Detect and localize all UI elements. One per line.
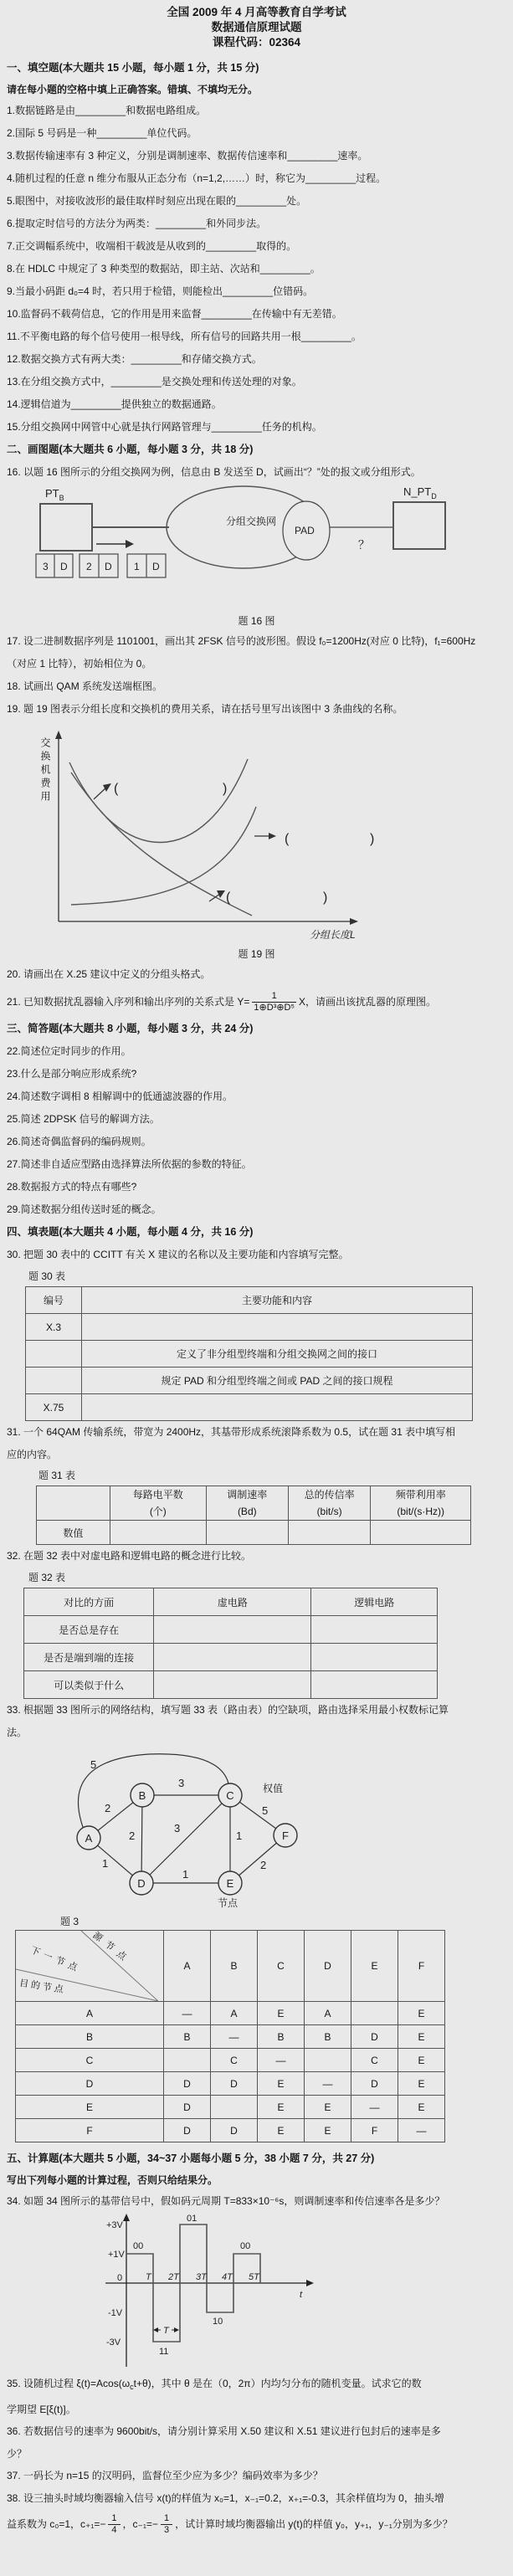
figure-33-network-graph (7, 1743, 506, 1913)
curve1-pointer (94, 788, 106, 799)
curve2-paren-open: ( (285, 832, 290, 846)
question-35-line1: 35. 设随机过程 $\xi(t)=Acos(\omega_ct+\theta)$，其中 θ 是在（0，2π）内均匀分布的随机变量。试求它的数 (7, 2378, 422, 2391)
table-row (24, 1644, 438, 1671)
cloud-label: 分组交换网 (226, 516, 277, 527)
route-cell: D (211, 2072, 258, 2096)
route-cell: A (305, 2002, 351, 2025)
fill-question-13: 13.在分组交换方式中，_________是交换处理和传送处理的对象。 (7, 376, 302, 387)
fill-question-11: 11.不平衡电路的每个信号使用一根导线，所有信号的回路共用一根_________。 (7, 331, 362, 342)
period-marker (153, 2326, 179, 2336)
route-cell: D (351, 2072, 398, 2096)
corner-label-next: 下一节点 (28, 1945, 83, 1975)
svg-text:-3V: -3V (106, 2337, 121, 2348)
table-row (26, 1341, 473, 1368)
flow-arrow-head (126, 540, 134, 548)
section1-note: 请在每小题的空格中填上正确答案。错填、不填均无分。 (7, 84, 259, 95)
route-cell: A (211, 2002, 258, 2025)
figure-16-packet-network (7, 484, 506, 612)
table-32-caption: 题 32 表 (28, 1572, 66, 1583)
terminal-b-label: $PT_B$ (45, 487, 64, 502)
packet-cells (36, 554, 166, 577)
svg-text:2: 2 (129, 1829, 136, 1842)
fill-question-14: 14.逻辑信道为_________提供独立的数据通路。 (7, 398, 222, 410)
svg-text:D: D (152, 561, 160, 572)
route-cell: D (164, 2096, 211, 2119)
table-row (26, 1314, 473, 1341)
y-axis-arrow (123, 2214, 130, 2221)
section4-heading: 四、填表题(本大题共 4 小题，每小题 4 分，共 16 分) (7, 1226, 254, 1238)
terminal-d-label: $N\_PT_D$ (403, 485, 437, 500)
table-31-header-bitrate: 总的传信率 (bit/s) (288, 1486, 371, 1521)
route-col-header: B (211, 1931, 258, 2002)
svg-text:1: 1 (134, 561, 140, 572)
table-32-row-label: 是否是端到端的连接 (24, 1644, 154, 1671)
question-21-suffix: X，请画出该扰乱器的原理图。 (299, 996, 437, 1008)
node-annotation: 节点 (218, 1897, 239, 1909)
svg-text:1: 1 (236, 1829, 243, 1842)
figure-33-drawing (7, 1743, 506, 1911)
route-row-label: A (16, 2002, 164, 2025)
blank-cell (311, 1616, 438, 1644)
table-31 (36, 1486, 471, 1545)
y-axis-arrow (55, 731, 62, 739)
blank-cell (288, 1521, 371, 1545)
blank-cell (311, 1644, 438, 1671)
route-cell: — (164, 2002, 211, 2025)
table-30 (25, 1286, 473, 1421)
blank-cell (154, 1644, 311, 1671)
svg-text:00: 00 (133, 2241, 144, 2251)
route-table-corner (16, 1931, 164, 2002)
corner-label-destination: 目的节点 (18, 1978, 67, 1996)
svg-text:4T: 4T (222, 2272, 233, 2282)
fill-question-1: 1.数据链路是由_________和数据电路组成。 (7, 105, 207, 116)
question-31-line1: 31. 一个 64QAM 传输系统，带宽为 2400Hz，其基带形成系统滚降系数为 0.5，试在题 31 表中填写相 (7, 1426, 456, 1438)
blank-cell (206, 1521, 288, 1545)
svg-text:1: 1 (102, 1857, 109, 1870)
fill-question-3: 3.数据传输速率有 3 种定义，分别是调制速率、数据传信速率和_________速率。 (7, 150, 368, 162)
table-row (16, 2096, 445, 2119)
question-33-line1: 33. 根据题 33 图所示的网络结构，填写题 33 表（路由表）的空缺项，路由选择采用最小权数标记算 (7, 1704, 449, 1716)
table-32-row-label: 是否总是存在 (24, 1616, 154, 1644)
svg-text:E: E (226, 1877, 234, 1890)
table-31-caption: 题 31 表 (38, 1470, 76, 1481)
question-32: 32. 在题 32 表中对虚电路和逻辑电路的概念进行比较。 (7, 1550, 252, 1562)
short-question-25: 25.简述 2DPSK 信号的解调方法。 (7, 1113, 160, 1125)
gain-fraction-2: $\frac{1}{3}$ (161, 2513, 172, 2536)
figure-19-ylabel: 交换机费用 (39, 737, 51, 804)
question-34: 34. 如题 34 图所示的基带信号中，假如码元周期 T=833×10⁻⁶s，则调制速率和传信速率各是多少？ (7, 2195, 445, 2207)
route-cell: E (398, 2072, 445, 2096)
blank-cell (154, 1616, 311, 1644)
table-30-header-content: 主要功能和内容 (82, 1287, 473, 1314)
question-17-line1: 17. 设二进制数据序列是 1101001，画出其 2FSK 信号的波形图。假设 f₀=1200Hz(对应 0 比特)，f₁=600Hz (7, 635, 476, 647)
svg-text:3: 3 (43, 561, 49, 572)
route-col-header: A (164, 1931, 211, 2002)
route-cell: F (351, 2119, 398, 2142)
svg-text:t: t (300, 2290, 303, 2300)
table-row (26, 1394, 473, 1421)
svg-text:01: 01 (187, 2214, 198, 2224)
blank-cell (154, 1671, 311, 1699)
pad-label: PAD (295, 525, 315, 536)
table-row (16, 2002, 445, 2025)
table-row (16, 2072, 445, 2096)
table-row (16, 2119, 445, 2142)
svg-text:3: 3 (174, 1822, 181, 1835)
route-cell: E (258, 2096, 305, 2119)
curve3-paren-open: ( (226, 890, 231, 905)
blank-cell (82, 1314, 473, 1341)
fill-question-6: 6.提取定时信号的方法分为两类：_________和外同步法。 (7, 218, 267, 229)
svg-text:-1V: -1V (108, 2308, 123, 2318)
question-mark: ？ (358, 538, 370, 552)
route-table-caption: 题 3 (60, 1916, 80, 1927)
fill-question-10: 10.监督码不载荷信息，它的作用是用来监督_________在传输中有无差错。 (7, 308, 342, 320)
svg-text:2: 2 (260, 1859, 267, 1871)
svg-text:D: D (137, 1877, 146, 1890)
blank-cell (82, 1394, 473, 1421)
route-cell: D (351, 2025, 398, 2049)
table-31-header-efficiency: 频带利用率 (bit/(s·Hz)) (371, 1486, 471, 1521)
route-cell: B (164, 2025, 211, 2049)
table-30-cell: X.3 (26, 1314, 82, 1341)
x-tick-labels (146, 2272, 303, 2300)
route-cell: E (398, 2002, 445, 2025)
fill-question-7: 7.正交调幅系统中，收端相干载波是从收到的_________取得的。 (7, 240, 297, 252)
curve1-pointer-head (103, 783, 111, 792)
section5-note: 写出下列每小题的计算过程，否则只给结果分。 (7, 2174, 218, 2186)
route-cell: — (211, 2025, 258, 2049)
figure-16-drawing (7, 484, 506, 609)
table-row (24, 1588, 438, 1616)
svg-text:00: 00 (240, 2241, 251, 2251)
question-36-line1: 36. 若数据信号的速率为 9600bit/s，请分别计算采用 X.50 建议和 X.51 建议进行包封后的速率是多 (7, 2425, 441, 2437)
route-cell: — (398, 2119, 445, 2142)
blank-cell (37, 1486, 110, 1521)
table-31-row-label: 数值 (37, 1521, 110, 1545)
section1-heading: 一、填空题(本大题共 15 小题，每小题 1 分，共 15 分) (7, 62, 259, 74)
table-row (24, 1616, 438, 1644)
route-col-header: F (398, 1931, 445, 2002)
question-33-line2: 法。 (7, 1727, 28, 1738)
graph-edges (78, 1754, 285, 1883)
short-question-22: 22.简述位定时同步的作用。 (7, 1045, 131, 1057)
svg-text:10: 10 (213, 2317, 223, 2327)
curve1-paren-open: ( (114, 782, 119, 796)
route-cell: D (164, 2119, 211, 2142)
svg-text:0: 0 (117, 2273, 123, 2283)
route-cell: C (211, 2049, 258, 2072)
table-31-header-levels: 每路电平数 (个) (110, 1486, 206, 1521)
x-axis-arrow (306, 2280, 314, 2286)
curve1-paren-close: ) (223, 782, 228, 796)
blank-cell (311, 1671, 438, 1699)
section3-heading: 三、简答题(本大题共 8 小题，每小题 3 分，共 24 分) (7, 1023, 254, 1034)
route-row-label: F (16, 2119, 164, 2142)
fill-question-9: 9.当最小码距 d₀=4 时，若只用于检错，则能检出_________位错码。 (7, 285, 314, 297)
svg-text:2: 2 (86, 561, 92, 572)
terminal-d-box (393, 502, 445, 549)
route-cell: — (258, 2049, 305, 2072)
question-17-line2: （对应 1 比特），初始相位为 0。 (7, 658, 152, 670)
figure-19-cost-chart (7, 721, 506, 945)
table-row (26, 1287, 473, 1314)
blank-cell (26, 1368, 82, 1394)
svg-text:T: T (163, 2326, 169, 2336)
route-cell: E (258, 2072, 305, 2096)
svg-text:B: B (138, 1789, 146, 1802)
table-row (16, 1931, 445, 2002)
question-19: 19. 题 19 图表示分组长度和交换机的费用关系，请在括号里写出该图中 3 条曲线的名称。 (7, 703, 403, 715)
figure-16-caption: 题 16 图 (238, 615, 275, 627)
short-question-26: 26.简述奇偶监督码的编码规则。 (7, 1136, 151, 1147)
blank-cell (26, 1341, 82, 1368)
fill-question-8: 8.在 HDLC 中规定了 3 种类型的数据站，即主站、次站和_________。 (7, 263, 321, 275)
question-16: 16. 以题 16 图所示的分组交换网为例，信息由 B 发送至 D，试画出“？”处的报文或分组形式。 (7, 466, 421, 478)
course-code: 课程代码：02364 (212, 36, 301, 49)
curve3-pointer-head (217, 890, 225, 898)
route-cell: E (258, 2119, 305, 2142)
svg-text:5: 5 (90, 1758, 97, 1771)
svg-text:3T: 3T (196, 2272, 207, 2282)
question-30: 30. 把题 30 表中的 CCITT 有关 X 建议的名称以及主要功能和内容填写完整。 (7, 1249, 349, 1260)
table-row (26, 1368, 473, 1394)
figure-19-caption: 题 19 图 (238, 948, 275, 960)
section2-heading: 二、画图题(本大题共 6 小题，每小题 3 分，共 18 分) (7, 444, 254, 455)
total-cost-curve (69, 759, 248, 843)
svg-text:5T: 5T (249, 2272, 259, 2282)
svg-text:+3V: +3V (106, 2220, 123, 2230)
route-cell (305, 2049, 351, 2072)
figure-34-drawing (7, 2213, 506, 2370)
route-row-label: D (16, 2072, 164, 2096)
blank-cell (110, 1521, 206, 1545)
curve2-pointer-head (269, 833, 276, 839)
route-cell (164, 2049, 211, 2072)
fill-question-5: 5.眼图中，对接收波形的最佳取样时刻应出现在眼的_________处。 (7, 195, 307, 207)
route-cell: B (305, 2025, 351, 2049)
route-cell (351, 2002, 398, 2025)
weight-annotation: 权值 (263, 1783, 284, 1794)
fill-question-4: 4.随机过程的任意 n 维分布服从正态分布（n=1,2,……）时，称它为_________过程。 (7, 172, 387, 184)
svg-text:D: D (60, 561, 68, 572)
short-question-23: 23.什么是部分响应形成系统? (7, 1068, 137, 1080)
svg-text:T: T (146, 2272, 151, 2282)
route-row-label: B (16, 2025, 164, 2049)
table-32 (23, 1588, 438, 1699)
question-21-prefix: 21. 已知数据扰乱器输入序列和输出序列的关系式是 Y= (7, 996, 250, 1008)
table-30-cell: 规定 PAD 和分组型终端之间或 PAD 之间的接口规程 (82, 1368, 473, 1394)
svg-text:5: 5 (262, 1804, 269, 1817)
terminal-b-box (40, 504, 92, 551)
table-32-header-logical: 逻辑电路 (311, 1588, 438, 1616)
short-question-29: 29.简述数据分组传送时延的概念。 (7, 1203, 162, 1215)
route-col-header: E (351, 1931, 398, 2002)
figure-19-drawing (7, 721, 506, 945)
question-31-line2: 应的内容。 (7, 1449, 58, 1460)
question-18: 18. 试画出 QAM 系统发送端框图。 (7, 680, 163, 692)
route-table (15, 1930, 445, 2142)
section5-heading: 五、计算题(本大题共 5 小题，34~37 小题每小题 5 分，38 小题 7 分，共 27 分) (7, 2153, 375, 2164)
svg-text:C: C (226, 1789, 234, 1802)
table-row (16, 2025, 445, 2049)
question-35-line2: 学期望 E[ξ(t)]。 (7, 2404, 76, 2415)
table-32-header-aspect: 对比的方面 (24, 1588, 154, 1616)
route-cell: B (258, 2025, 305, 2049)
corner-label-source: 源节点 (90, 1930, 133, 1967)
route-cell: — (305, 2072, 351, 2096)
fill-question-15: 15.分组交换网中网管中心就是执行网路管理与_________任务的机构。 (7, 421, 322, 433)
route-cell: D (211, 2119, 258, 2142)
fill-question-2: 2.国际 5 号码是一种_________单位代码。 (7, 127, 198, 139)
svg-text:D: D (105, 561, 112, 572)
x-axis-arrow (350, 918, 358, 925)
short-question-24: 24.简述数字调相 8 相解调中的低通滤波器的作用。 (7, 1090, 233, 1102)
table-row (16, 2049, 445, 2072)
table-30-cell: 定义了非分组型终端和分组交换网之间的接口 (82, 1341, 473, 1368)
route-cell: C (351, 2049, 398, 2072)
route-cell: — (351, 2096, 398, 2119)
fill-question-12: 12.数据交换方式有两大类：_________和存储交换方式。 (7, 353, 262, 365)
svg-text:F: F (282, 1829, 289, 1842)
route-cell (211, 2096, 258, 2119)
question-36-line2: 少？ (7, 2448, 28, 2460)
table-30-header-number: 编号 (26, 1287, 82, 1314)
table-32-header-virtual: 虚电路 (154, 1588, 311, 1616)
route-col-header: D (305, 1931, 351, 2002)
gain-fraction-1: $\frac{1}{4}$ (108, 2513, 120, 2536)
exam-title-line1: 全国 2009 年 4 月高等教育自学考试 (167, 6, 346, 18)
table-32-row-label: 可以类似于什么 (24, 1671, 154, 1699)
table-30-caption: 题 30 表 (28, 1270, 66, 1282)
svg-text:+1V: +1V (108, 2250, 125, 2260)
question-38-line2: 益系数为 c₀=1，c₊₁=− $\frac{1}{4}$ ，c₋₁=− $\frac{1}{3}$ ，试计算时域均衡器输出 y(t)的样值 y₀，y₊₁，y₋₁分别为多少？ (7, 2513, 453, 2536)
question-38-line1: 38. 设三抽头时域均衡器输入信号 x(t)的样值为 x₀=1，x₋₁=0.2，x₊₁=-0.3，其余样值均为 0，抽头增 (7, 2492, 444, 2504)
route-cell: D (164, 2072, 211, 2096)
table-30-cell: X.75 (26, 1394, 82, 1421)
figure-19-xlabel: 分组长度L (310, 929, 356, 941)
question-21-fraction: $\frac{1}{\text{1⊕D³⊕D⁵}}$ (254, 991, 295, 1013)
route-row-label: C (16, 2049, 164, 2072)
omega-subscript: c (130, 2383, 134, 2391)
table-row (37, 1486, 471, 1521)
question-21 (7, 986, 506, 1018)
short-question-27: 27.简述非自适应型路由选择算法所依据的参数的特征。 (7, 1158, 252, 1170)
question-20: 20. 请画出在 X.25 建议中定义的分组头格式。 (7, 968, 211, 980)
route-cell: E (398, 2025, 445, 2049)
svg-text:11: 11 (159, 2347, 169, 2357)
svg-text:2T: 2T (168, 2272, 179, 2282)
blank-cell (371, 1521, 471, 1545)
route-cell: E (258, 2002, 305, 2025)
route-col-header: C (258, 1931, 305, 2002)
short-question-28: 28.数据报方式的特点有哪些? (7, 1181, 137, 1193)
table-row (24, 1671, 438, 1699)
curve2-paren-close: ) (370, 832, 375, 846)
figure-34-baseband-waveform (7, 2213, 506, 2373)
curve3-paren-close: ) (323, 890, 328, 905)
route-cell: E (305, 2119, 351, 2142)
svg-text:3: 3 (178, 1777, 185, 1789)
route-cell: E (398, 2096, 445, 2119)
table-row (37, 1521, 471, 1545)
table-31-header-baud: 调制速率 (Bd) (206, 1486, 288, 1521)
svg-text:2: 2 (105, 1802, 111, 1814)
route-cell: E (305, 2096, 351, 2119)
question-37: 37. 一码长为 n=15 的汉明码，监督位至少应为多少？编码效率为多少？ (7, 2470, 323, 2481)
svg-text:1: 1 (182, 1868, 189, 1881)
y-tick-labels (106, 2220, 126, 2348)
exam-title-line2: 数据通信原理试题 (211, 21, 302, 33)
route-cell: E (398, 2049, 445, 2072)
route-row-label: E (16, 2096, 164, 2119)
svg-text:A: A (85, 1832, 93, 1845)
